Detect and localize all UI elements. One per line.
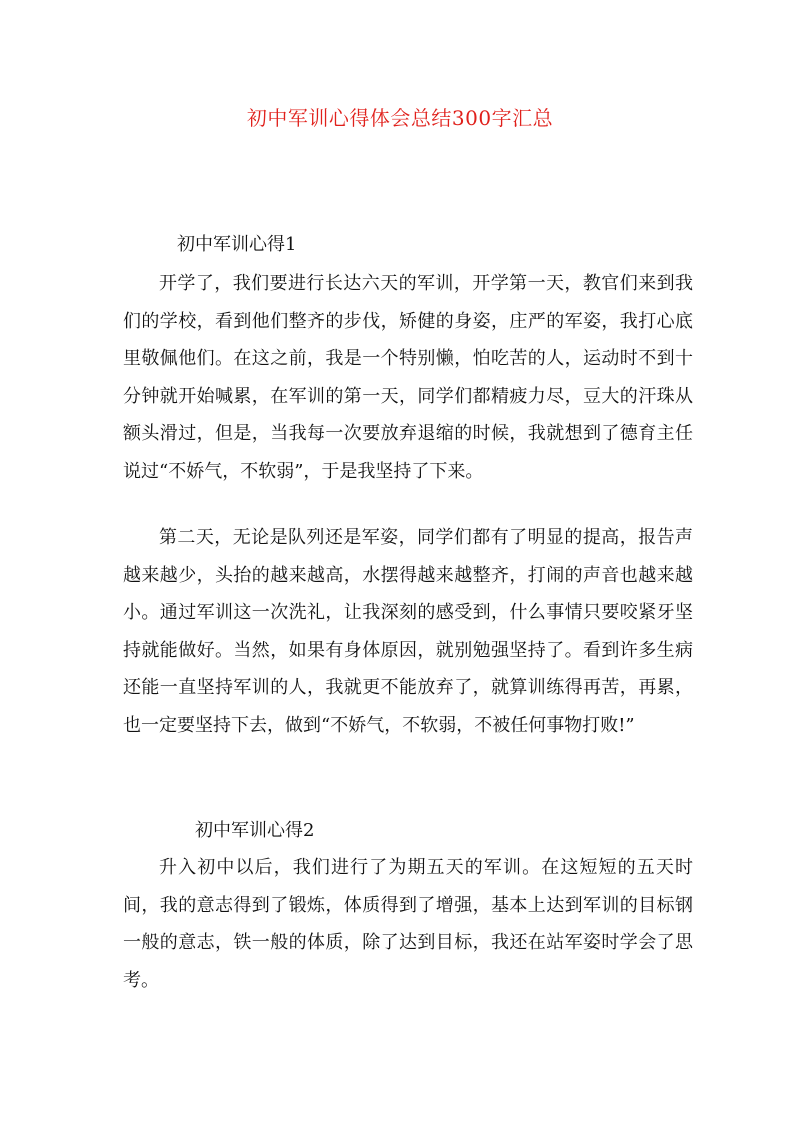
document-title: 初中军训心得体会总结300字汇总 (246, 106, 554, 130)
paragraph-1-1: 开学了，我们要进行长达六天的军训，开学第一天，教官们来到我们的学校，看到他们整齐的步伐，矫健的身姿，庄严的军姿，我打心底里敬佩他们。在这之前，我是一个特别懒，怕吃苦的人，运动时不到十分钟就开始喊累，在军训的第一天，同学们都精疲力尽，豆大的汗珠从额头滑过，但是，当我每一次要放弃退缩的时候，我就想到了德育主任说过“不娇气，不软弱”，于是我坚持了下来。 (123, 273, 693, 482)
paragraph-1-2: 第二天，无论是队列还是军姿，同学们都有了明显的提高，报告声越来越少，头抬的越来越高，水摆得越来越整齐，打闹的声音也越来越小。通过军训这一次洗礼，让我深刻的感受到，什么事情只要咬紧牙坚持就能做好。当然，如果有身体原因，就别勉强坚持了。看到许多生病还能一直坚持军训的人，我就更不能放弃了，就算训练得再苦，再累，也一定要坚持下去，做到“不娇气，不软弱，不被任何事物打败!” (123, 527, 693, 736)
section-heading-2: 初中军训心得2 (195, 820, 315, 841)
section-heading-1: 初中军训心得1 (177, 234, 297, 255)
paragraph-2-1: 升入初中以后，我们进行了为期五天的军训。在这短短的五天时间，我的意志得到了锻炼，体质得到了增强，基本上达到军训的目标钢一般的意志，铁一般的体质，除了达到目标，我还在站军姿时学会了思考。 (123, 857, 693, 991)
